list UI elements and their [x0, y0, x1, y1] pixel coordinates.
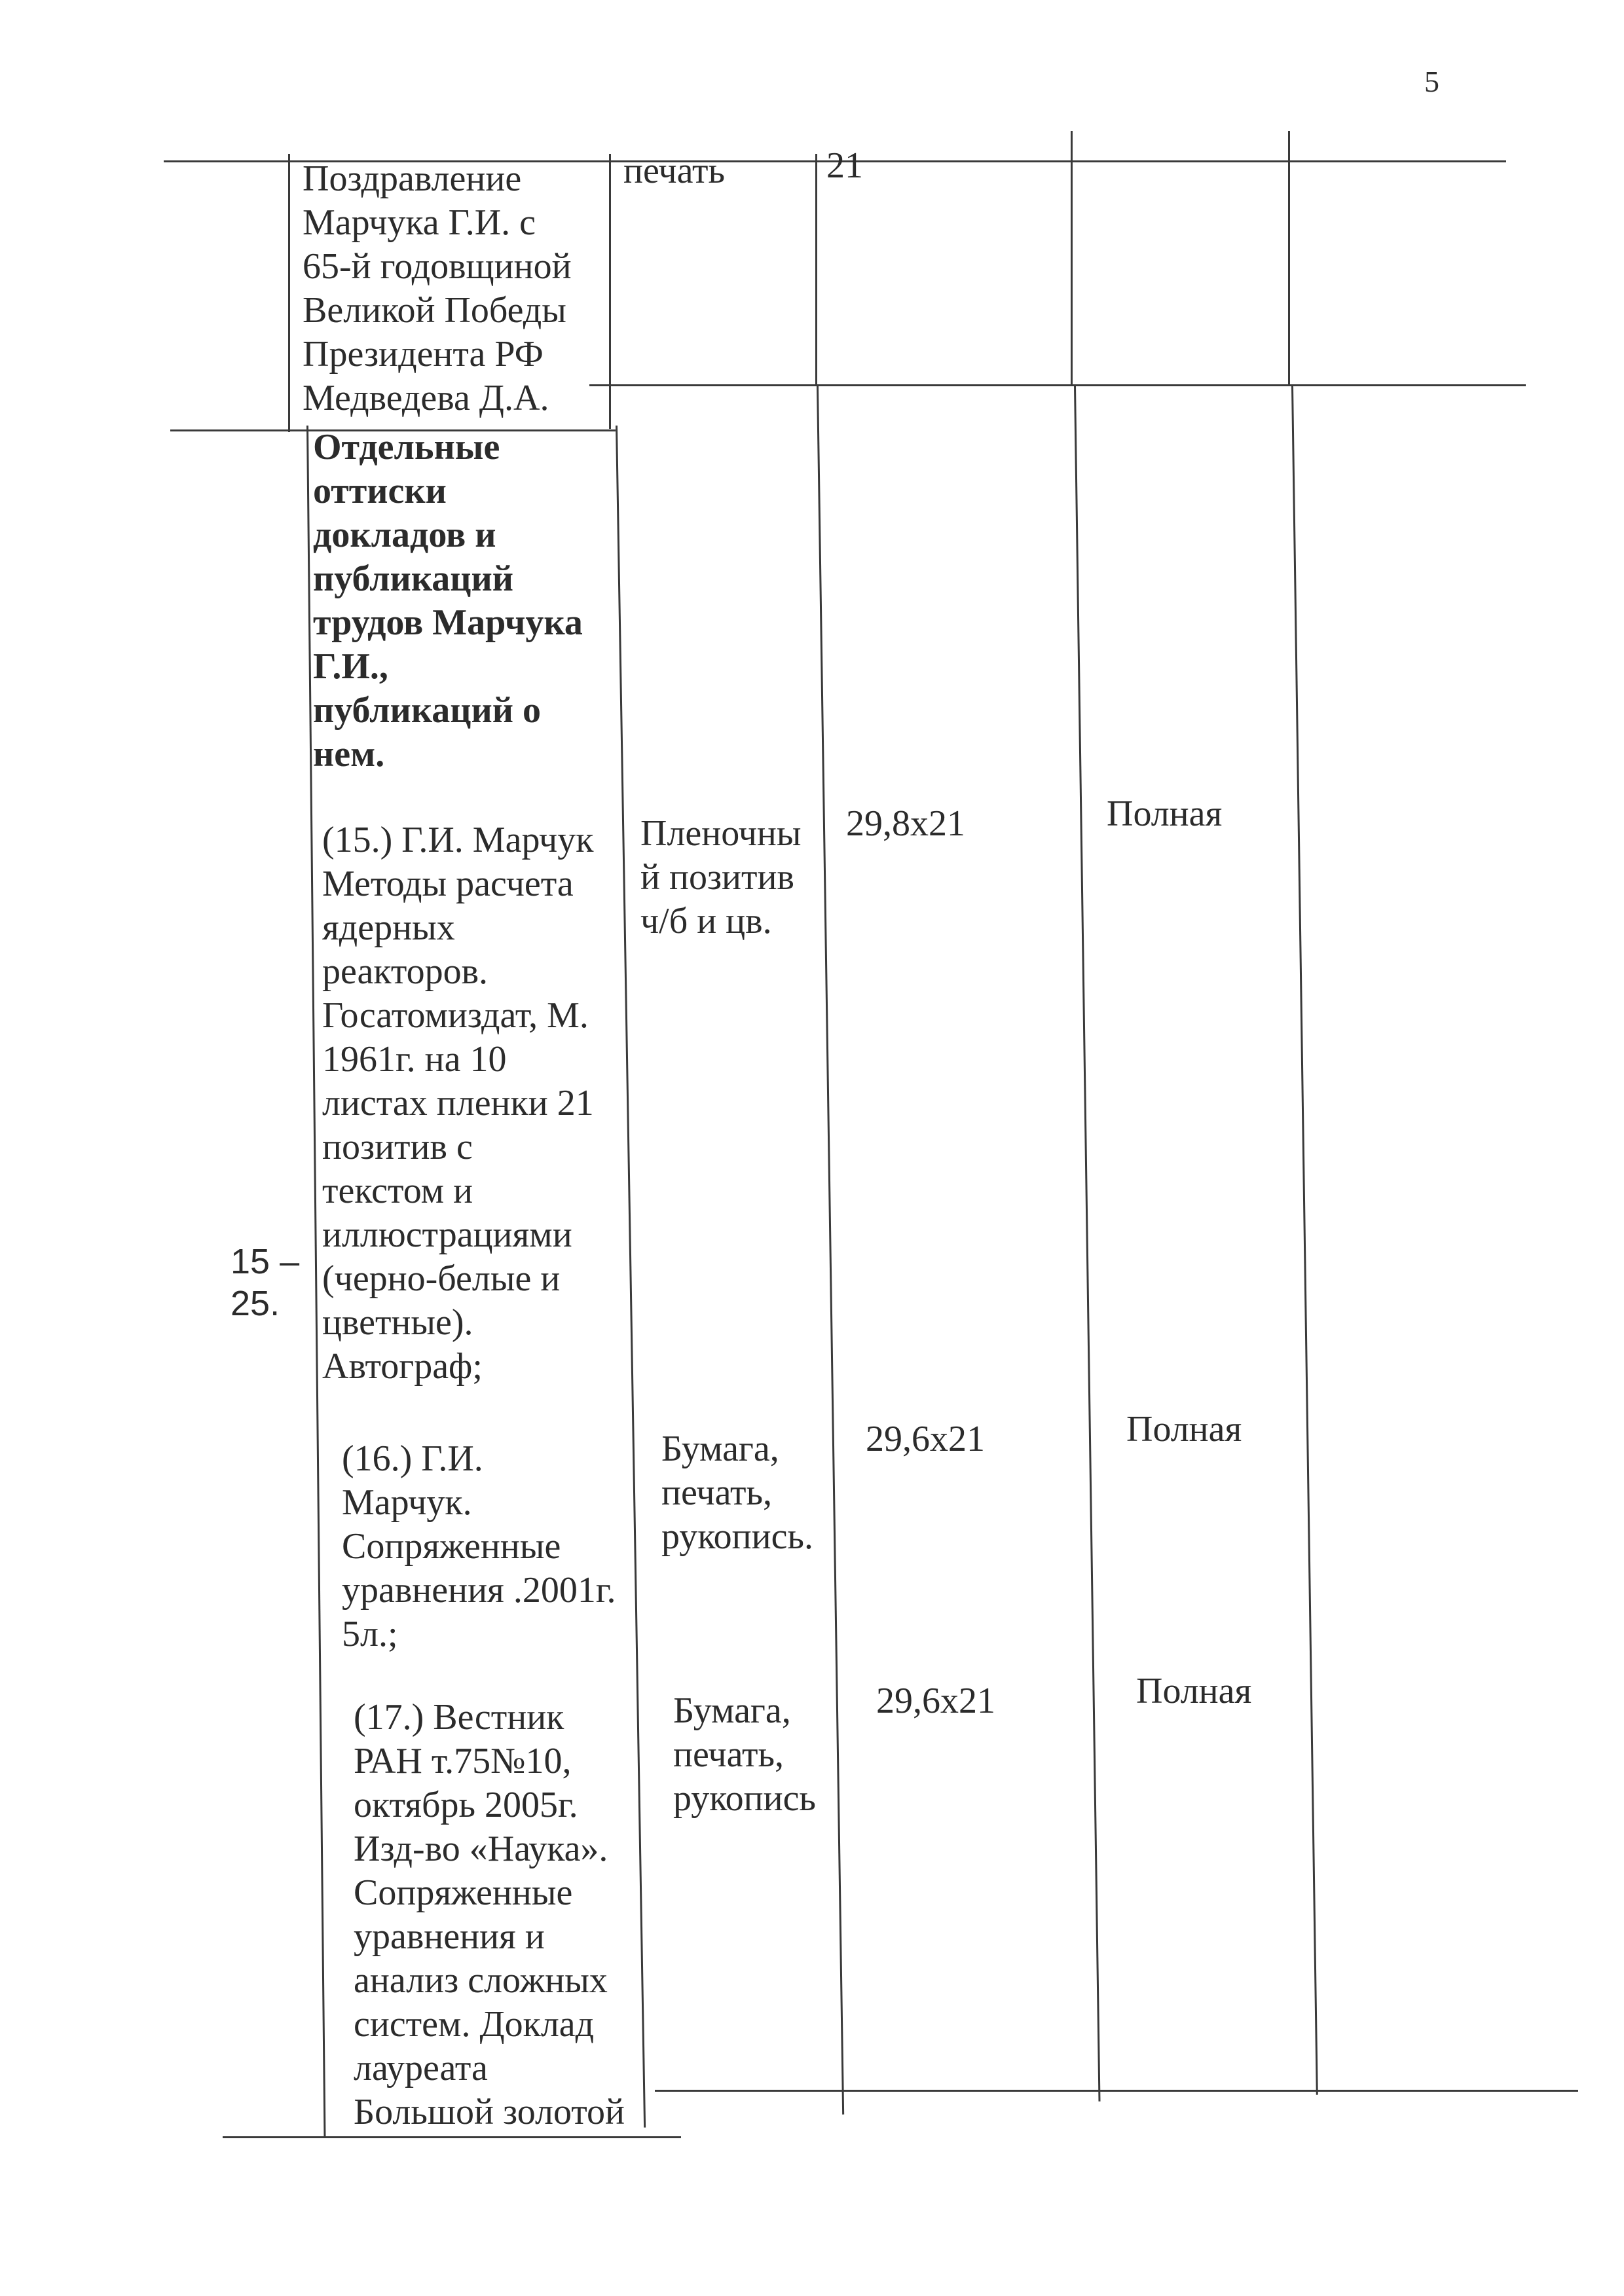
row2-column-divider-4: [1074, 386, 1100, 2102]
row1-technique: печать: [623, 151, 726, 191]
item-16-title: (16.) Г.И. Марчук. Сопряженные уравнения .2001г. 5л.;: [342, 1438, 616, 1654]
item-15-title: (15.) Г.И. Марчук Методы расчета ядерных реакторов. Госатомиздат, М. 1961г. на 10 листах пленки 21 позитив с текстом и иллюстрациями (черно-белые и цветные). Автограф;: [322, 820, 594, 1387]
row2-column-divider-3: [817, 386, 844, 2115]
item-15-completeness: Полная: [1107, 793, 1223, 834]
item-15-technique: Пленочны й позитив ч/б и цв.: [640, 813, 802, 941]
item-17-completeness: Полная: [1136, 1671, 1252, 1711]
row1-column-divider-5: [1288, 131, 1290, 386]
item-17-title: (17.) Вестник РАН т.75№10, октябрь 2005г. Изд-во «Наука». Сопряженные уравнения и анализ сложных систем. Доклад лауреата Большой золотой: [354, 1697, 625, 2132]
row1-size: 21: [826, 145, 863, 186]
row1-bottom-border-right: [589, 384, 1526, 386]
row1-column-divider-1: [288, 154, 290, 432]
item-16-completeness: Полная: [1126, 1409, 1242, 1449]
row1-column-divider-2: [609, 154, 611, 429]
item-16-technique: Бумага, печать, рукопись.: [661, 1429, 813, 1557]
row2-number: 15 – 25.: [231, 1242, 300, 1323]
table-bottom-border-right: [655, 2090, 1578, 2092]
item-17-technique: Бумага, печать, рукопись: [673, 1690, 816, 1819]
page-number: 5: [1424, 65, 1439, 98]
item-16-size: 29,6х21: [866, 1419, 985, 1459]
row1-column-divider-4: [1071, 131, 1073, 386]
item-17-size: 29,6х21: [876, 1681, 995, 1721]
row1-column-divider-3: [815, 154, 817, 386]
row1-title: Поздравление Марчука Г.И. с 65-й годовщиной Великой Победы Президента РФ Медведева Д.А.: [303, 158, 572, 418]
row2-column-divider-5: [1291, 386, 1318, 2095]
table-bottom-border-left: [223, 2136, 681, 2138]
section-heading: Отдельные оттиски докладов и публикаций трудов Марчука Г.И., публикаций о нем.: [313, 427, 583, 774]
item-15-size: 29,8х21: [846, 803, 965, 844]
